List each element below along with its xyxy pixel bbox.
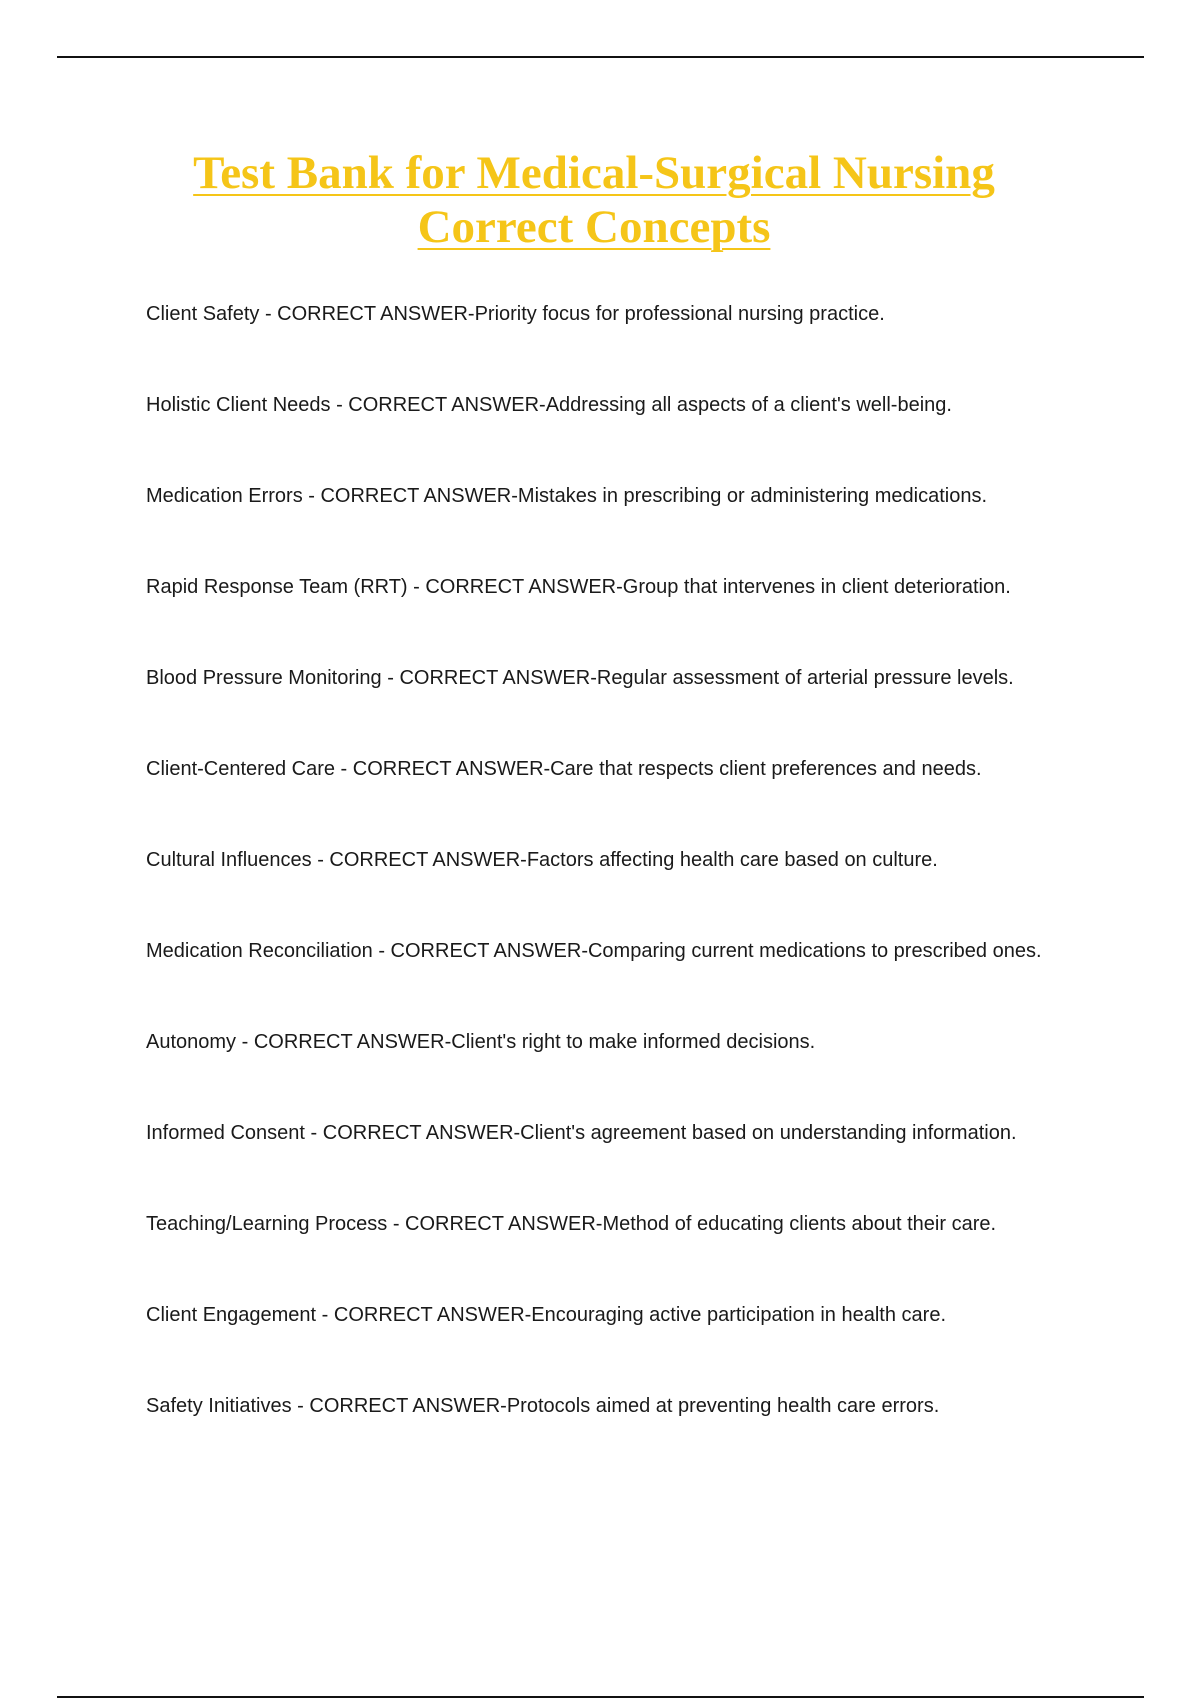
- top-rule: [57, 56, 1144, 58]
- qa-item-blood-pressure-monitoring: Blood Pressure Monitoring - CORRECT ANSWER-Regular assessment of arterial pressure levels.: [146, 667, 1014, 689]
- document-title: [0, 146, 1188, 254]
- qa-list: [146, 300, 1146, 1483]
- qa-item-safety-initiatives: Safety Initiatives - CORRECT ANSWER-Protocols aimed at preventing health care errors.: [146, 1395, 940, 1417]
- qa-item-rapid-response-team: Rapid Response Team (RRT) - CORRECT ANSWER-Group that intervenes in client deterioration.: [146, 576, 1011, 598]
- qa-item-teaching-learning-process: Teaching/Learning Process - CORRECT ANSWER-Method of educating clients about their care.: [146, 1213, 997, 1235]
- qa-item-informed-consent: Informed Consent - CORRECT ANSWER-Client's agreement based on understanding information.: [146, 1122, 1017, 1144]
- bottom-rule: [57, 1696, 1144, 1698]
- title-line-1: Test Bank for Medical-Surgical Nursing: [193, 147, 995, 199]
- qa-item-medication-errors: Medication Errors - CORRECT ANSWER-Mistakes in prescribing or administering medications.: [146, 485, 987, 507]
- qa-item-client-centered-care: Client-Centered Care - CORRECT ANSWER-Care that respects client preferences and needs.: [146, 758, 982, 780]
- qa-item-cultural-influences: Cultural Influences - CORRECT ANSWER-Factors affecting health care based on culture.: [146, 849, 938, 871]
- qa-item-medication-reconciliation: Medication Reconciliation - CORRECT ANSWER-Comparing current medications to prescribed ones.: [146, 940, 1042, 962]
- qa-item-client-engagement: Client Engagement - CORRECT ANSWER-Encouraging active participation in health care.: [146, 1304, 946, 1326]
- title-line-2: Correct Concepts: [417, 201, 771, 253]
- qa-item-client-safety: Client Safety - CORRECT ANSWER-Priority focus for professional nursing practice.: [146, 303, 885, 325]
- qa-item-autonomy: Autonomy - CORRECT ANSWER-Client's right to make informed decisions.: [146, 1031, 816, 1053]
- qa-item-holistic-client-needs: Holistic Client Needs - CORRECT ANSWER-Addressing all aspects of a client's well-being.: [146, 394, 952, 416]
